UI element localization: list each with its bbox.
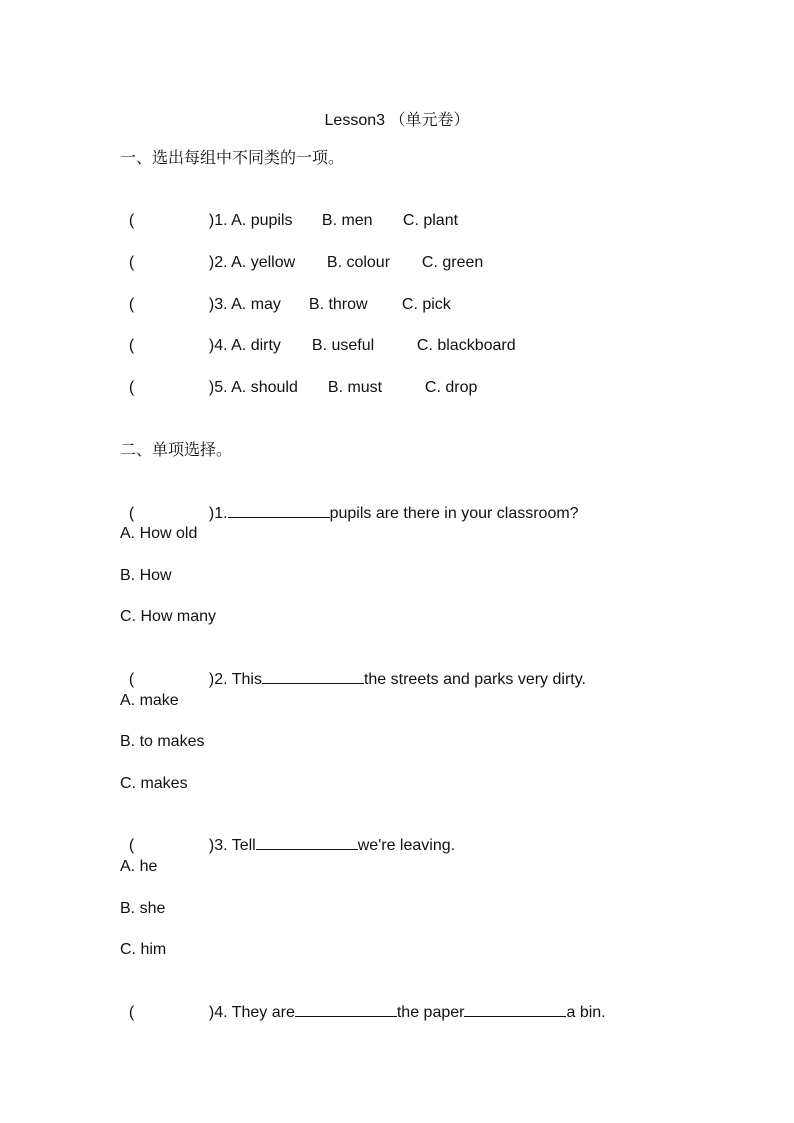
answer-paren: ( xyxy=(128,1004,135,1021)
s1-row-5 xyxy=(120,358,477,398)
option-a: )4. A. dirty xyxy=(208,337,281,354)
question-suffix: the streets and parks very dirty. xyxy=(363,671,586,688)
option-a: )2. A. yellow xyxy=(208,254,296,271)
answer-paren: ( xyxy=(128,671,135,688)
question-middle: the paper xyxy=(396,1004,465,1021)
s2-question-2 xyxy=(120,649,586,690)
option-c: C. plant xyxy=(402,212,459,229)
section2-heading: 二、单项选择。 xyxy=(120,442,233,459)
answer-paren: ( xyxy=(128,337,135,354)
s1-row-4 xyxy=(120,316,516,356)
q1-option-a: A. How old xyxy=(120,525,198,542)
option-b: B. throw xyxy=(308,296,368,313)
section1-heading: 一、选出每组中不同类的一项。 xyxy=(120,150,345,167)
s1-row-1 xyxy=(120,191,458,231)
fill-blank[interactable] xyxy=(464,1002,566,1017)
question-prefix: )3. Tell xyxy=(208,837,256,854)
question-prefix: )2. This xyxy=(208,671,262,688)
question-suffix: pupils are there in your classroom? xyxy=(329,505,579,522)
answer-paren: ( xyxy=(128,837,135,854)
answer-paren: ( xyxy=(128,254,135,271)
question-suffix: we're leaving. xyxy=(357,837,456,854)
option-b: B. useful xyxy=(311,337,375,354)
q2-option-a: A. make xyxy=(120,692,179,709)
question-prefix: )4. They are xyxy=(208,1004,295,1021)
page-title: Lesson3 （单元卷） xyxy=(324,112,470,129)
option-b: B. must xyxy=(327,379,383,396)
s2-question-1 xyxy=(120,483,579,524)
q2-option-c: C. makes xyxy=(120,775,188,792)
s1-row-2 xyxy=(120,233,483,273)
option-b: B. colour xyxy=(326,254,391,271)
option-a: )1. A. pupils xyxy=(208,212,293,229)
option-c: C. blackboard xyxy=(416,337,516,354)
fill-blank[interactable] xyxy=(295,1002,397,1017)
answer-paren: ( xyxy=(128,505,135,522)
option-b: B. men xyxy=(321,212,373,229)
fill-blank[interactable] xyxy=(256,835,358,850)
q1-option-c: C. How many xyxy=(120,608,217,625)
q2-option-b: B. to makes xyxy=(120,733,205,750)
s1-row-3 xyxy=(120,275,451,315)
option-a: )3. A. may xyxy=(208,296,281,313)
fill-blank[interactable] xyxy=(228,503,330,518)
question-suffix: a bin. xyxy=(566,1004,606,1021)
s2-question-4 xyxy=(120,982,606,1023)
option-a: )5. A. should xyxy=(208,379,298,396)
s2-question-3 xyxy=(120,815,455,856)
q3-option-a: A. he xyxy=(120,858,158,875)
fill-blank[interactable] xyxy=(262,669,364,684)
question-prefix: )1. xyxy=(208,505,228,522)
answer-paren: ( xyxy=(128,296,135,313)
answer-paren: ( xyxy=(128,379,135,396)
q1-option-b: B. How xyxy=(120,567,172,584)
q3-option-b: B. she xyxy=(120,900,166,917)
answer-paren: ( xyxy=(128,212,135,229)
q3-option-c: C. him xyxy=(120,941,167,958)
option-c: C. green xyxy=(421,254,484,271)
option-c: C. pick xyxy=(401,296,451,313)
option-c: C. drop xyxy=(424,379,478,396)
